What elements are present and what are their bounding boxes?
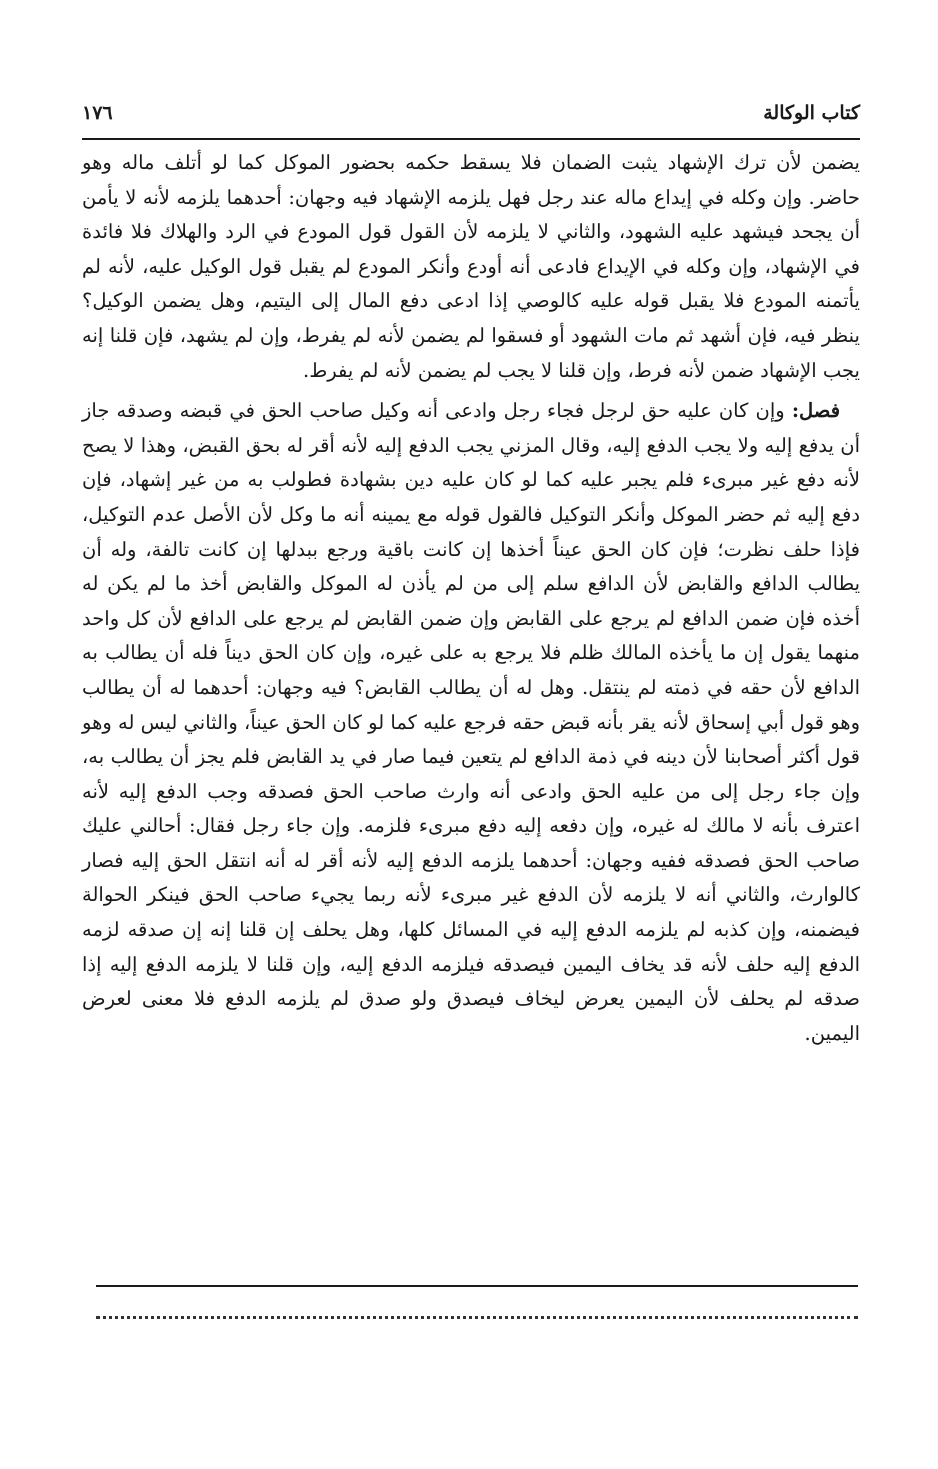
paragraph-2 [82,394,860,1051]
page-number: ١٧٦ [82,102,113,124]
main-text [82,146,860,1057]
paragraph-2-text: وإن كان عليه حق لرجل فجاء رجل وادعى أنه وكيل صاحب الحق في قبضه وصدقه جاز أن يدفع إليه ولا يجب الدفع إليه، وقال المزني يجب الدفع إليه لأنه أقر له بحق القبض، وهذا لا يصح لأنه دفع غير مبرىء فلم يجبر عليه كما لو كان عليه دين بشهادة فطولب به من غير إشهاد، فإن دفع إليه ثم حضر الموكل وأنكر التوكيل فالقول قوله مع يمينه أنه ما وكل لأن الأصل عدم التوكيل، فإذا حلف نظرت؛ فإن كان الحق عيناً أخذها إن كانت باقية ورجع ببدلها إن كانت تالفة، وله أن يطالب الدافع والقابض لأن الدافع سلم إلى من لم يأذن له الموكل والقابض أخذ ما لم يكن له أخذه فإن ضمن الدافع لم يرجع على القابض وإن ضمن القابض لم يرجع على الدافع لأن كل واحد منهما يقول إن ما يأخذه المالك ظلم فلا يرجع به على غيره، وإن كان الحق ديناً فله أن يطالب به الدافع لأن حقه في ذمته لم ينتقل. وهل له أن يطالب القابض؟ فيه وجهان: أحدهما له أن يطالب وهو قول أبي إسحاق لأنه يقر بأنه قبض حقه فرجع عليه كما لو كان الحق عيناً، والثاني ليس له وهو قول أكثر أصحابنا لأن دينه في ذمة الدافع لم يتعين فيما صار في يد القابض فلم يجز أن يطالب به، وإن جاء رجل إلى من عليه الحق وادعى أنه وارث صاحب الحق فصدقه وجب الدفع إليه لأنه اعترف بأنه لا مالك له غيره، وإن دفعه إليه دفع مبرىء فلزمه. وإن جاء رجل فقال: أحالني عليك صاحب الحق فصدقه ففيه وجهان: أحدهما يلزمه الدفع إليه لأنه أقر له أنه انتقل الحق إليه فصار كالوارث، والثاني أنه لا يلزمه لأن الدفع غير مبرىء لأنه ربما يجيء صاحب الحق فينكر الحوالة فيضمنه، وإن كذبه لم يلزمه الدفع إليه في المسائل كلها، وهل يحلف إن قلنا إنه إن صدقه لزمه الدفع إليه حلف لأنه قد يخاف اليمين فيصدقه فيلزمه الدفع إليه، وإن قلنا لا يلزمه الدفع إليه إذا صدقه لم يحلف لأن اليمين يعرض ليخاف فيصدق ولو صدق لم يلزمه الدفع فلا معنى لعرض اليمين. [82,399,860,1045]
dotted-separator [96,1316,858,1319]
section-label-fasl: فصل: [791,399,841,423]
paragraph-1: يضمن لأن ترك الإشهاد يثبت الضمان فلا يسقط حكمه بحضور الموكل كما لو أتلف ماله وهو حاضر. وإن وكله في إيداع ماله عند رجل فهل يلزمه الإشهاد فيه وجهان: أحدهما يلزمه لأنه لا يأمن أن يجحد فيشهد عليه الشهود، والثاني لا يلزمه لأن القول قول المودع في الرد والهلاك فلا فائدة في الإشهاد، وإن وكله في الإيداع فادعى أنه أودع وأنكر المودع لم يقبل قول الوكيل عليه، لأنه لم يأتمنه المودع فلا يقبل قوله عليه كالوصي إذا ادعى دفع المال إلى اليتيم، وهل يضمن الوكيل؟ ينظر فيه، فإن أشهد ثم مات الشهود أو فسقوا لم يضمن لأنه لم يفرط، وإن لم يشهد، فإن قلنا إنه يجب الإشهاد ضمن لأنه فرط، وإن قلنا لا يجب لم يضمن لأنه لم يفرط. [82,151,860,382]
header-rule [82,138,860,140]
page-header [82,98,860,138]
running-title: كتاب الوكالة [763,102,860,124]
footnote-rule [96,1285,858,1287]
